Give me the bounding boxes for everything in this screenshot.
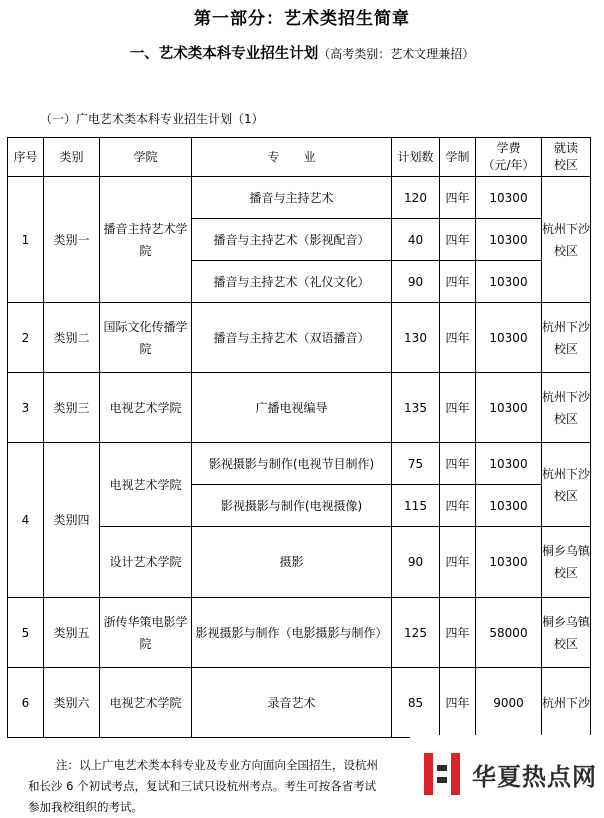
hxrd-logo-icon — [420, 749, 464, 799]
logo-bar-left — [424, 753, 433, 795]
header-fee — [476, 138, 542, 177]
enrollment-plan-table — [7, 137, 591, 738]
cell-duration: 四年 — [440, 219, 476, 261]
cell-major: 影视摄影与制作(电视节目制作) — [192, 443, 392, 485]
watermark-text: 华夏热点网 — [472, 762, 597, 791]
cell-major: 影视摄影与制作（电影摄影与制作） — [192, 598, 392, 668]
cell-duration: 四年 — [440, 177, 476, 219]
cell-fee: 10300 — [476, 219, 542, 261]
cell-fee: 58000 — [476, 598, 542, 668]
cell-no: 5 — [8, 598, 44, 668]
cell-category: 类别二 — [44, 303, 100, 373]
cell-no: 1 — [8, 177, 44, 303]
footnote-line-1: 注：以上广电艺术类本科专业及专业方向面向全国招生，设杭州 — [56, 758, 378, 772]
cell-major: 广播电视编导 — [192, 373, 392, 443]
cell-campus: 杭州下沙校区 — [542, 443, 591, 527]
cell-fee: 10300 — [476, 485, 542, 527]
cell-campus: 杭州下沙校区 — [542, 373, 591, 443]
section-note: （高考类别：艺术文理兼招） — [318, 47, 475, 61]
cell-quota: 135 — [392, 373, 440, 443]
cell-major: 影视摄影与制作(电视摄像) — [192, 485, 392, 527]
footnote — [28, 755, 418, 818]
header-quota: 计划数 — [392, 138, 440, 177]
header-fee-line2: （元/年） — [482, 158, 535, 172]
cell-college: 播音主持艺术学院 — [100, 177, 192, 303]
cell-category: 类别三 — [44, 373, 100, 443]
watermark — [410, 735, 604, 813]
cell-quota: 115 — [392, 485, 440, 527]
cell-major: 播音与主持艺术（礼仪文化） — [192, 261, 392, 303]
cell-college: 设计艺术学院 — [100, 527, 192, 598]
table-row — [8, 443, 591, 485]
header-duration: 学制 — [440, 138, 476, 177]
cell-quota: 125 — [392, 598, 440, 668]
cell-category: 类别五 — [44, 598, 100, 668]
cell-category: 类别四 — [44, 443, 100, 598]
cell-college: 电视艺术学院 — [100, 668, 192, 738]
cell-duration: 四年 — [440, 261, 476, 303]
cell-duration: 四年 — [440, 668, 476, 738]
cell-major: 摄影 — [192, 527, 392, 598]
cell-major: 播音与主持艺术 — [192, 177, 392, 219]
header-college: 学院 — [100, 138, 192, 177]
cell-no: 6 — [8, 668, 44, 738]
cell-duration: 四年 — [440, 527, 476, 598]
cell-quota: 90 — [392, 527, 440, 598]
cell-campus: 杭州下沙校区 — [542, 303, 591, 373]
table-row — [8, 177, 591, 219]
cell-fee: 10300 — [476, 261, 542, 303]
cell-college: 国际文化传播学院 — [100, 303, 192, 373]
cell-college: 浙传华策电影学院 — [100, 598, 192, 668]
header-campus — [542, 138, 591, 177]
section-heading — [0, 42, 604, 63]
cell-major: 录音艺术 — [192, 668, 392, 738]
cell-no: 4 — [8, 443, 44, 598]
logo-bar-mid-top — [437, 765, 447, 771]
cell-campus: 杭州下沙 — [542, 668, 591, 738]
cell-college: 电视艺术学院 — [100, 443, 192, 527]
cell-category: 类别六 — [44, 668, 100, 738]
cell-quota: 85 — [392, 668, 440, 738]
header-fee-line1: 学费 — [496, 141, 521, 155]
footnote-line-2: 和长沙 6 个初试考点，复试和三试只设杭州考点。考生可按各省考试 — [28, 779, 377, 793]
cell-campus: 桐乡乌镇校区 — [542, 527, 591, 598]
cell-duration: 四年 — [440, 303, 476, 373]
header-major: 专 业 — [192, 138, 392, 177]
table-row — [8, 303, 591, 373]
cell-major: 播音与主持艺术（双语播音） — [192, 303, 392, 373]
table-row — [8, 373, 591, 443]
cell-college: 电视艺术学院 — [100, 373, 192, 443]
cell-duration: 四年 — [440, 598, 476, 668]
cell-campus: 桐乡乌镇校区 — [542, 598, 591, 668]
cell-fee: 10300 — [476, 177, 542, 219]
cell-fee: 10300 — [476, 443, 542, 485]
cell-no: 3 — [8, 373, 44, 443]
cell-category: 类别一 — [44, 177, 100, 303]
logo-bar-mid-bottom — [437, 777, 447, 783]
cell-campus: 杭州下沙校区 — [542, 177, 591, 303]
table-row — [8, 598, 591, 668]
header-campus-line2: 校区 — [553, 158, 578, 172]
cell-fee: 10300 — [476, 373, 542, 443]
logo-bar-right — [451, 753, 460, 795]
cell-quota: 40 — [392, 219, 440, 261]
cell-duration: 四年 — [440, 373, 476, 443]
cell-quota: 120 — [392, 177, 440, 219]
cell-major: 播音与主持艺术（影视配音） — [192, 219, 392, 261]
table-row — [8, 668, 591, 738]
cell-duration: 四年 — [440, 443, 476, 485]
page-title: 第一部分：艺术类招生简章 — [194, 9, 410, 29]
subsection-heading: （一）广电艺术类本科专业招生计划（1） — [40, 112, 264, 126]
footnote-line-3: 参加我校组织的考试。 — [28, 800, 143, 814]
cell-quota: 90 — [392, 261, 440, 303]
cell-quota: 130 — [392, 303, 440, 373]
section-heading-text: 一、艺术类本科专业招生计划 — [129, 46, 319, 62]
cell-quota: 75 — [392, 443, 440, 485]
cell-no: 2 — [8, 303, 44, 373]
cell-fee: 10300 — [476, 527, 542, 598]
table-header-row — [8, 138, 591, 177]
header-campus-line1: 就读 — [553, 141, 578, 155]
header-category: 类别 — [44, 138, 100, 177]
cell-fee: 9000 — [476, 668, 542, 738]
header-no: 序号 — [8, 138, 44, 177]
cell-fee: 10300 — [476, 303, 542, 373]
cell-duration: 四年 — [440, 485, 476, 527]
